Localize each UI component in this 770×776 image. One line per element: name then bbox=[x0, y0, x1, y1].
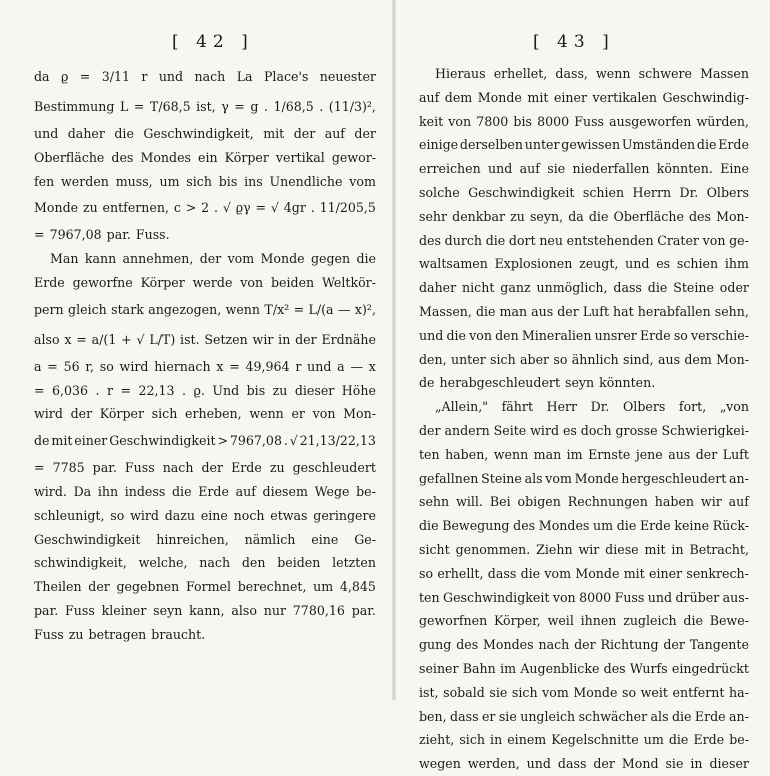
text-column bbox=[419, 62, 749, 776]
text-line: ten Geschwindigkeit von 8000 Fuss und drüber aus- bbox=[419, 589, 749, 605]
text-line: = 7785 par. Fuss nach der Erde zu geschleudert bbox=[34, 460, 376, 476]
right-page bbox=[395, 0, 770, 772]
text-line: daher nicht ganz unmöglich, dass die Steine oder bbox=[419, 280, 749, 296]
text-line: pern gleich stark angezogen, wenn T/x² = L/(a — x)², bbox=[34, 301, 376, 317]
text-line: geworfnen Körper, weil ihnen zugleich die Bewe- bbox=[419, 613, 749, 629]
text-line: der andern Seite wird es doch grosse Schwierigkei- bbox=[419, 422, 749, 438]
left-page bbox=[0, 0, 395, 700]
page-number: [ 43 ] bbox=[533, 32, 615, 52]
text-line: ben, dass er sie ungleich schwächer als die Erde an- bbox=[419, 708, 749, 724]
text-line: einige derselben unter gewissen Umständen die Erde bbox=[419, 137, 749, 153]
text-line: Bestimmung L = T/68,5 ist, γ = g . 1/68,5 . (11/3)², bbox=[34, 99, 376, 114]
text-line: und die von den Mineralien unsrer Erde so verschie- bbox=[419, 327, 749, 343]
text-line: seiner Bahn im Augenblicke des Wurfs eingedrückt bbox=[419, 660, 749, 676]
text-line: wird der Körper sich erheben, wenn er von Mon- bbox=[34, 406, 376, 422]
text-line: so erhellt, dass die vom Monde mit einer senkrech- bbox=[419, 565, 749, 581]
text-line: waltsamen Explosionen zeugt, und es schien ihm bbox=[419, 256, 749, 272]
text-line: Monde zu entfernen, c > 2 . √ ϱγ = √ 4gr . 11/205,5 bbox=[34, 200, 376, 216]
page-number: [ 42 ] bbox=[172, 32, 254, 52]
text-line: = 6,036 . r = 22,13 . ϱ. Und bis zu dieser Höhe bbox=[34, 382, 376, 398]
text-line: sehr denkbar zu seyn, da die Oberfläche des Mon- bbox=[419, 208, 749, 224]
text-line: de herabgeschleudert seyn könnten. bbox=[419, 375, 656, 391]
text-line: keit von 7800 bis 8000 Fuss ausgeworfen würden, bbox=[419, 113, 749, 129]
text-line: da ϱ = 3/11 r und nach La Place's neuester bbox=[34, 69, 376, 84]
text-line: schwindigkeit, welche, nach den beiden letzten bbox=[34, 555, 376, 571]
text-line: de mit einer Geschwindigkeit > 7967,08 . √ 21,13/22,13 bbox=[34, 433, 376, 449]
text-line: gefallnen Steine als vom Monde hergeschleudert an- bbox=[419, 470, 749, 486]
text-line: ist, sobald sie sich vom Monde so weit entfernt ha- bbox=[419, 684, 749, 700]
text-line: wegen werden, und dass der Mond sie in dieser bbox=[419, 756, 749, 772]
text-line: a = 56 r, so wird hiernach x = 49,964 r und a — x bbox=[34, 358, 376, 374]
text-line: den, unter sich aber so ähnlich sind, aus dem Mon- bbox=[419, 351, 749, 367]
text-line: Fuss zu betragen braucht. bbox=[34, 626, 206, 642]
text-line: gung des Mondes nach der Richtung der Tangente bbox=[419, 637, 749, 653]
text-line: = 7967,08 par. Fuss. bbox=[34, 227, 170, 243]
text-line: schleunigt, so wird dazu eine noch etwas geringere bbox=[34, 507, 376, 523]
text-line: Oberfläche des Mondes ein Körper vertikal gewor- bbox=[34, 149, 376, 165]
text-line: fen werden muss, um sich bis ins Unendliche vom bbox=[34, 173, 376, 189]
text-line: auf dem Monde mit einer vertikalen Geschwindig- bbox=[419, 89, 749, 105]
text-line: erreichen und auf sie niederfallen könnten. Eine bbox=[419, 161, 749, 177]
text-line: par. Fuss kleiner seyn kann, also nur 7780,16 par. bbox=[34, 602, 376, 618]
text-line: zieht, sich in einem Kegelschnitte um die Erde be- bbox=[419, 732, 749, 748]
text-line: ten haben, wenn man im Ernste jene aus der Luft bbox=[419, 446, 749, 462]
text-column bbox=[34, 62, 376, 647]
text-line: des durch die dort neu entstehenden Crater von ge- bbox=[419, 232, 749, 248]
text-line: wird. Da ihn indess die Erde auf diesem Wege be- bbox=[34, 483, 376, 499]
text-line: Hieraus erhellet, dass, wenn schwere Massen bbox=[435, 66, 749, 81]
text-line: Massen, die man aus der Luft hat herabfallen sehn, bbox=[419, 303, 749, 319]
text-line: und daher die Geschwindigkeit, mit der auf der bbox=[34, 126, 376, 141]
text-line: die Bewegung des Mondes um die Erde keine Rück- bbox=[419, 518, 749, 534]
text-line: Erde geworfne Körper werde von beiden Weltkör- bbox=[34, 274, 376, 290]
text-line: Man kann annehmen, der vom Monde gegen die bbox=[50, 251, 376, 267]
text-line: Geschwindigkeit hinreichen, nämlich eine Ge- bbox=[34, 531, 376, 547]
text-line: sehn will. Bei obigen Rechnungen haben wir auf bbox=[419, 494, 749, 510]
text-line: „Allein," fährt Herr Dr. Olbers fort, „von bbox=[435, 399, 749, 415]
text-line: sicht genommen. Ziehn wir diese mit in Betracht, bbox=[419, 541, 749, 557]
text-line: solche Geschwindigkeit schien Herrn Dr. Olbers bbox=[419, 184, 749, 200]
text-line: Theilen der gegebnen Formel berechnet, um 4,845 bbox=[34, 579, 376, 595]
text-line: also x = a/(1 + √ L/T) ist. Setzen wir in der Erdnähe bbox=[34, 331, 376, 347]
